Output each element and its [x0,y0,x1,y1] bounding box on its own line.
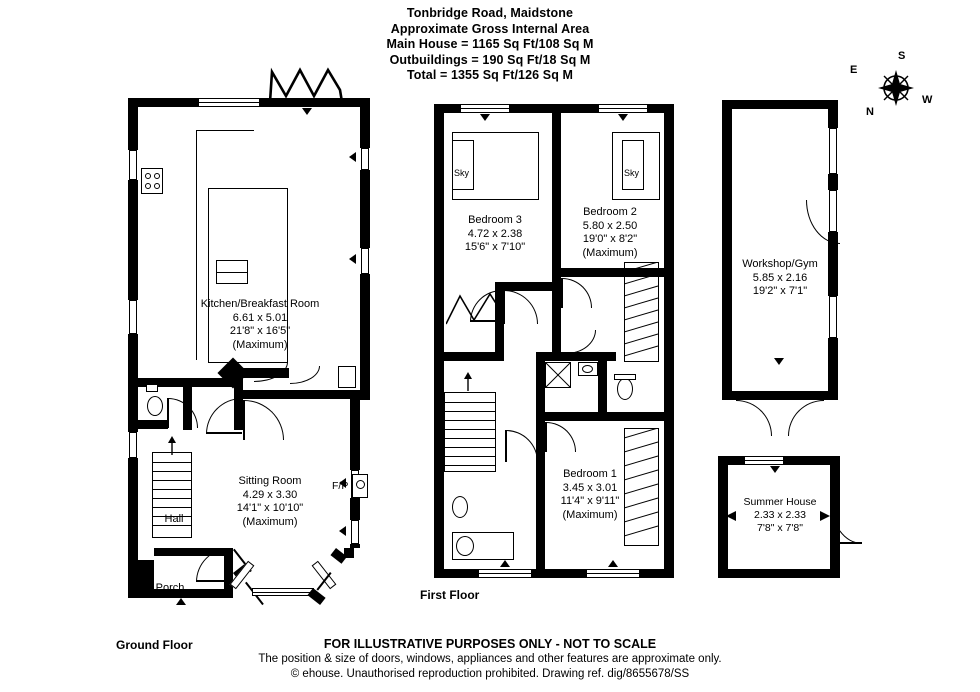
ff-eaves-line-4 [452,199,538,200]
ff-eaves-line-2 [452,132,453,200]
ground-floor-caption: Ground Floor [116,638,193,652]
header-line-3: Main House = 1165 Sq Ft/108 Sq M [386,37,594,51]
plan-header [290,6,690,84]
footer-line-2: The position & size of doors, windows, appliances and other features are approximate only. [258,653,722,665]
room-label-kitchen [130,298,390,352]
ff-wardrobe-bed2 [624,262,664,362]
ff-staircase [444,392,496,472]
hob-burner-2 [154,173,160,179]
ws-wall-left [722,100,732,400]
gf-marker-right-2 [349,254,356,264]
compass-label-e: E [850,64,858,76]
gf-window-right-2 [361,248,369,274]
bedroom2-note: (Maximum) [582,246,638,259]
ws-wall-bottom [722,391,838,400]
sitting-imperial: 14'1" x 10'10" [236,502,304,515]
compass-rose [850,50,936,118]
room-label-porch [140,582,200,596]
fireplace-label: F/P [332,480,349,492]
skylight-left [452,140,474,190]
room-label-summerhouse [710,496,850,535]
bedroom1-imperial: 11'4" x 9'11" [560,495,620,508]
bed2-door-arc [562,278,592,308]
ff-wall-bath-bottom [536,412,606,421]
sitting-door-leaf [243,400,245,440]
skylight-right-label: Sky [624,168,640,178]
footer-line-3: © ehouse. Unauthorised reproduction prohibited. Drawing ref. dig/8655678/SS [290,668,690,680]
ff-marker-top-2 [618,114,628,121]
sh-window-top-mullion [744,460,784,461]
gf-bay-wall-corner [344,548,354,558]
porch-door-leaf [196,580,230,582]
room-label-bedroom2 [545,206,675,260]
bedroom1-note: (Maximum) [562,508,618,521]
ff-wall-right [664,104,674,578]
ff-stair-arrow [462,372,476,392]
ff-wall-bed3-bottom [434,352,504,361]
ws-door-arc-side [806,200,840,244]
ff-window-bottom-2-mullion [586,573,640,574]
kitchen-door-arc-2 [290,366,320,384]
bedroom2-name: Bedroom 2 [583,206,637,218]
bath-tub-inner [456,536,474,556]
ff-window-top-1-mullion [460,108,510,109]
landing-door-leaf-2 [505,430,507,462]
sh-wall-bottom [718,569,840,578]
hob-burner-4 [154,183,160,189]
room-label-sitting [180,475,360,529]
header-line-1: Tonbridge Road, Maidstone [406,6,574,20]
ff-window-top-2-mullion [598,108,648,109]
hob-burner-1 [145,173,151,179]
footer-line-1: FOR ILLUSTRATIVE PURPOSES ONLY - NOT TO SCALE [323,637,657,651]
bed1-door-leaf [545,422,547,452]
bathroom-door-leaf [566,352,596,354]
sh-door-leaf [830,542,862,544]
ff-eaves-line-5 [612,132,660,133]
ff-eaves-line-8 [612,199,660,200]
ff-eaves-line-1 [452,132,538,133]
hob-burner-3 [145,183,151,189]
header-line-5: Total = 1355 Sq Ft/126 Sq M [406,68,574,82]
summerhouse-name: Summer House [743,496,817,508]
wc-door-arc [168,398,198,428]
wc-basin [146,384,158,392]
hall-name: Hall [164,513,184,525]
gf-window-left-1 [129,150,137,180]
bedroom2-imperial: 19'0" x 8'2" [582,233,638,246]
gf-stair-up-arrow [166,436,180,456]
header-line-2: Approximate Gross Internal Area [390,21,590,36]
ff-eaves-line-6 [612,132,613,200]
shower-cross-icon [545,362,571,388]
workshop-name: Workshop/Gym [742,258,818,270]
bathroom-cistern [614,374,636,380]
gf-window-left-3 [129,432,137,458]
bathroom-door-arc [566,330,596,354]
kitchen-sink-divider [216,272,248,273]
porch-name: Porch [155,582,185,594]
kitchen-metric: 6.61 x 5.01 [232,311,288,324]
gf-bay-window-mullion [252,592,314,593]
ws-window-3 [829,296,837,338]
hall-door-arc-1 [206,398,242,434]
gf-bay-window-right [312,561,337,590]
workshop-metric: 5.85 x 2.16 [752,271,808,284]
ff-window-bottom-1-mullion [478,573,532,574]
ff-wall-left [434,104,444,578]
room-label-hall [144,513,204,527]
compass-label-n: N [866,106,874,118]
ws-door-arc-right [788,400,824,436]
gf-window-right-1 [361,148,369,170]
sitting-name: Sitting Room [238,475,302,487]
gf-internal-wall-wc [128,420,168,429]
room-label-bedroom1 [525,468,655,522]
landing-door-arc-2 [506,430,538,462]
summerhouse-imperial: 7'8" x 7'8" [757,522,803,534]
sh-marker-top [770,466,780,473]
ws-wall-top [722,100,838,109]
bedroom1-metric: 3.45 x 3.01 [562,481,618,494]
ff-eaves-line-7 [659,132,660,200]
bed2-door-leaf [561,278,563,308]
gf-marker-front-door [176,598,186,605]
ff-eaves-line-3 [538,132,539,200]
bedroom3-imperial: 15'6" x 7'10" [464,241,526,254]
bedroom2-metric: 5.80 x 2.50 [582,219,638,232]
kitchen-worktop-top [196,130,254,131]
hall-door-leaf-1 [206,432,242,434]
kitchen-door-arc-1 [254,362,288,382]
bathroom-toilet [617,378,633,400]
bed3-door-arc [504,290,538,324]
ws-door-arc-left [736,400,772,436]
bathroom-basin-bowl [582,365,593,373]
sitting-note: (Maximum) [242,515,298,528]
summerhouse-metric: 2.33 x 2.33 [754,509,806,521]
plan-footer [140,636,840,682]
workshop-imperial: 19'2" x 7'1" [752,285,808,298]
kitchen-hob [141,168,163,194]
ws-marker-door [774,358,784,365]
kitchen-name: Kitchen/Breakfast Room [200,298,320,310]
kitchen-imperial: 21'8" x 16'5" [229,325,291,338]
gf-marker-rear-door [302,108,312,115]
bedroom1-name: Bedroom 1 [563,468,617,480]
ff-roof-slope-left [446,290,506,326]
gf-window-top-mullion [198,102,260,103]
first-floor-caption: First Floor [420,588,480,602]
bed1-door-arc [546,422,576,452]
wc-door-leaf [167,398,169,428]
ff-wall-bath-right [598,352,607,420]
bedroom3-metric: 4.72 x 2.38 [467,227,523,240]
skylight-right [622,140,644,190]
ff-marker-top-1 [480,114,490,121]
gf-bay-wall-b [307,588,325,605]
ff-marker-bottom-1 [500,560,510,567]
room-label-workshop [710,258,850,299]
ensuite-toilet [452,496,468,518]
gf-roof-zigzag [268,62,344,104]
ff-marker-bottom-2 [608,560,618,567]
kitchen-note: (Maximum) [232,338,288,351]
gf-marker-right-1 [349,152,356,162]
ff-wall-bath-left [536,352,545,420]
wc-toilet [147,396,163,416]
sitting-metric: 4.29 x 3.30 [242,488,298,501]
header-line-4: Outbuildings = 190 Sq Ft/18 Sq M [389,52,591,67]
ff-wall-bed1-top [598,412,664,421]
sitting-door-arc [244,400,284,440]
kitchen-appliance [338,366,356,388]
compass-label-w: W [922,94,933,106]
compass-label-s: S [898,50,906,62]
skylight-left-label: Sky [454,168,470,178]
gf-internal-wall-sitting-top [243,390,361,399]
room-label-bedroom3 [430,214,560,255]
bedroom3-name: Bedroom 3 [468,214,522,226]
ws-window-1 [829,128,837,174]
